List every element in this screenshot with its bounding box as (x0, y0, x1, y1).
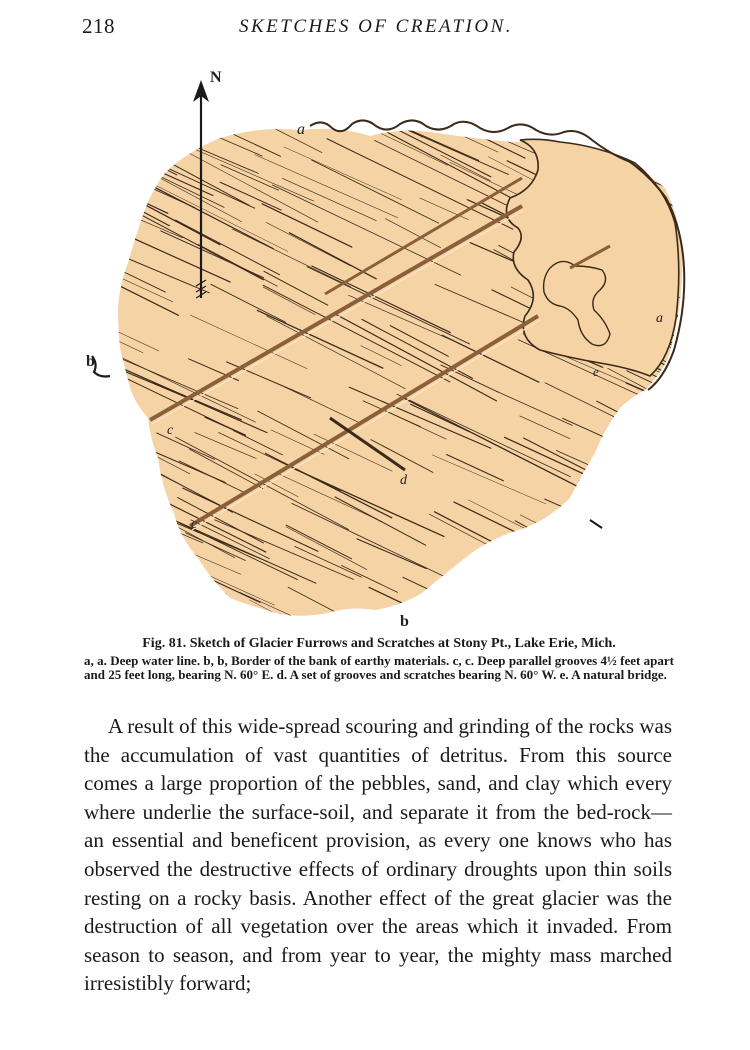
scratch-line (676, 341, 690, 421)
scratch-line (688, 179, 690, 216)
label-e: e (593, 364, 599, 379)
label-b-left: b (86, 353, 95, 370)
scratch-line (638, 543, 690, 593)
scratch-line (568, 621, 690, 630)
scratch-line (651, 461, 690, 509)
scratch-line (646, 465, 690, 544)
scratch-line (629, 534, 682, 557)
scratch-line (70, 269, 99, 314)
scratch-line (497, 600, 565, 630)
scratch-line (488, 594, 542, 618)
scratch-line (611, 501, 690, 571)
glacier-furrows-illustration (70, 58, 690, 630)
body-text (84, 712, 672, 998)
scratch-line (654, 405, 690, 428)
label-c-lower: c (191, 517, 198, 532)
caption-title: Fig. 81. Sketch of Glacier Furrows and Scratches at Stony Pt., Lake Erie, Mich. (142, 636, 616, 651)
running-head: SKETCHES OF CREATION. (239, 16, 513, 37)
caption-legend: a, a. Deep water line. b, b, Border of the bank of earthy materials. c, c. Deep parallel grooves 4½ feet apart and 25 feet long, bearing N. 60° E. d. A set of grooves and scratches bearing N. 60° W. e. A natural bridge. (84, 653, 674, 682)
label-a-top: a (297, 121, 305, 138)
scratch-line (545, 499, 618, 531)
scratch-line (515, 521, 586, 559)
scratch-line (75, 124, 177, 175)
scratch-line (622, 578, 690, 630)
page-number: 218 (82, 14, 115, 38)
scratch-line (659, 397, 690, 457)
scratch-line (579, 480, 660, 520)
scratch-line (681, 116, 690, 205)
north-label: N (210, 69, 222, 86)
scratch-line (70, 218, 124, 248)
scratch-line (481, 102, 524, 121)
scratch-line (70, 512, 157, 563)
scratch-line (71, 324, 113, 344)
scratch-line (684, 374, 690, 440)
label-a-right: a (656, 311, 663, 326)
scratch-line (583, 495, 628, 518)
label-d: d (400, 473, 407, 488)
scratch-line (78, 170, 120, 191)
bank-border-right (590, 520, 602, 528)
label-c-upper: c (167, 423, 174, 438)
scratch-line (70, 498, 162, 551)
body-paragraph: A result of this wide-spread scouring and grinding of the rocks was the accumulation of vast quantities of detritus. From this source comes a large proportion of the pebbles, sand, and clay which every where underlie the surface-soil, and separate it from the bed-rock—an essential and beneficent provision, as every one knows who has observed the destructive effects of ordinary droughts upon thin soils resting on a rocky basis. Another effect of the great glacier was the destruction of all vegetation over the areas which it invaded. From season to season, and from year to year, the mighty mass marched irresistibly forward; (84, 714, 672, 996)
scratch-line (621, 504, 690, 570)
scratch-line (689, 146, 690, 186)
scratch-line (115, 623, 167, 630)
scratch-line (592, 497, 690, 592)
scratch-line (569, 595, 622, 622)
label-b-bottom: b (400, 613, 409, 630)
scratch-line (587, 510, 690, 590)
scratch-line (70, 135, 138, 166)
scratch-line (70, 168, 109, 211)
scratch-line (520, 515, 670, 591)
scratch-line (521, 598, 634, 630)
scratch-line (520, 617, 651, 630)
scratch-line (206, 617, 312, 630)
scratch-line (328, 106, 372, 127)
scratch-line (473, 605, 526, 630)
scratch-line (129, 98, 263, 155)
page-header (82, 14, 670, 44)
scratch-line (645, 488, 690, 510)
scratch-line (683, 510, 690, 559)
scratch-line (669, 392, 690, 486)
figure-caption (84, 634, 674, 682)
scratch-line (664, 388, 690, 463)
scratch-line (85, 107, 151, 141)
scratch-line (330, 614, 398, 630)
scratch-line (663, 530, 690, 554)
